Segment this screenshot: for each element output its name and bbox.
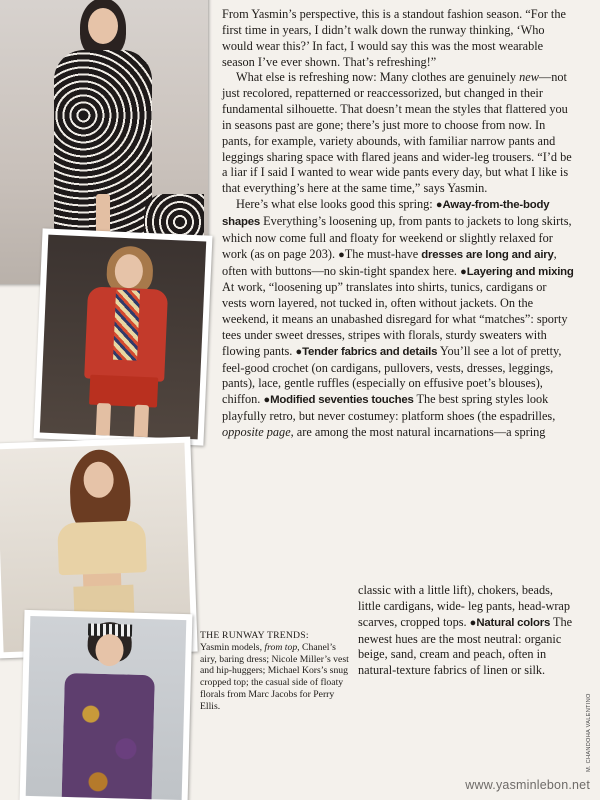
trend-text: , often with buttons—no skin-tight spandex here. — [222, 246, 557, 278]
trend-heading: Natural colors — [476, 616, 551, 629]
trend-heading: Layering and mixing — [466, 265, 574, 278]
paragraph-yasmin-perspective: From Yasmin’s perspective, this is a standout fashion season. “For the first time in years, I didn’t walk down the runway thinking, ‘Who would wear this?’ In fact, I would say this was the most wearable season I’ve ever shown. That’s refreshing!” — [222, 7, 566, 69]
text-segment: What else is refreshing now: Many clothes are genuinely — [236, 70, 520, 85]
trend-text: Everything’s loosening up, from pants to jackets to long skirts, which now come full and floaty for weekend or slightly relaxed for work (as on page 203). — [222, 213, 572, 261]
bullet-icon: ● — [338, 248, 345, 261]
paragraph-refreshing — [222, 70, 574, 197]
trend-text: , are among the most natural incarnations—a spring — [290, 424, 546, 439]
trend-text: At work, “loosening up” translates into shirts, tunics, cardigans or vests worn layered, not tucked in, often without jackets. On the weekend, it means an unabashed disregard for what “matches”: sporty tees under sweet dresses, stripes with florals, sturdy sweaters with flowing pants. — [222, 280, 568, 358]
bullet-icon: ● — [263, 394, 271, 407]
trend-text: You’ll see a lot of pretty, feel-good crochet (on cardigans, pullovers, vests, dresses, leggings, pants), lace, gentle ruffles (especially on effusive poet’s blouses), chiffon. — [222, 343, 562, 407]
model-figure — [51, 621, 166, 800]
emphasis-opposite-page: opposite page — [222, 424, 291, 439]
trend-text: classic with a little lift), chokers, beads, little cardigans, wide- leg pants, head-wrap scarves, cropped tops. — [358, 583, 571, 629]
caption-text: Chanel’s airy, baring dress; Nicole Miller’s vest and hip-huggers; Michael Kors’s snug cropped top; the casual side of floaty florals from Marc Jacobs for Perry Ellis. — [200, 641, 349, 712]
watermark: www.yasminlebon.net — [465, 778, 590, 792]
caption-text: Yasmin models, — [200, 641, 265, 653]
runway-photo-perry-ellis — [20, 610, 193, 800]
photo-background — [40, 235, 206, 440]
paragraph-trends — [222, 197, 574, 441]
trend-text: The must-have — [344, 246, 422, 261]
photo-background — [26, 616, 187, 800]
text-segment: Here’s what else looks good this spring: — [236, 197, 436, 212]
text-segment: —not just recolored, repatterned or reaccessorized, but changed in their fundamental silhouette. That doesn’t mean the styles that flattered you in seasons past are gone; there’s just more to choose from now. In pants, for example, variety abounds, with familiar narrow pants and leggings sharing space with flared jeans and wider-leg trousers. “I’d be a liar if I said I wanted to wear wide pants every day, but what I like is that everything’s here at the same time,” says Yasmin. — [222, 70, 572, 196]
trend-heading: dresses are long and airy — [421, 248, 554, 261]
trend-heading: Tender fabrics and details — [302, 345, 438, 358]
article-body — [222, 7, 574, 441]
trend-heading: Modified seventies touches — [270, 394, 414, 407]
emphasis-new: new — [519, 70, 539, 85]
caption-title: THE RUNWAY TRENDS: — [200, 630, 309, 641]
trend-text: The best spring styles look playfully retro, but never costumey: platform shoes (the espadrilles, — [222, 392, 556, 424]
caption-emphasis: from top, — [264, 641, 300, 653]
runway-photo-nicole-miller — [34, 228, 213, 445]
photo-caption — [200, 630, 354, 713]
trend-heading: Away-from-the-body shapes — [222, 199, 550, 228]
bullet-icon: ● — [460, 265, 467, 278]
photo-credit: M. CHANDOHA VALENTINO — [586, 693, 592, 772]
bullet-icon: ● — [469, 616, 477, 629]
bullet-icon: ● — [435, 199, 443, 212]
trend-text: The newest hues are the most neutral: organic beige, sand, cream and peach, often in natural-texture fabrics of linen or silk. — [358, 614, 573, 678]
model-figure — [67, 242, 186, 439]
article-body-continued — [358, 583, 574, 679]
bullet-icon: ● — [295, 345, 303, 358]
